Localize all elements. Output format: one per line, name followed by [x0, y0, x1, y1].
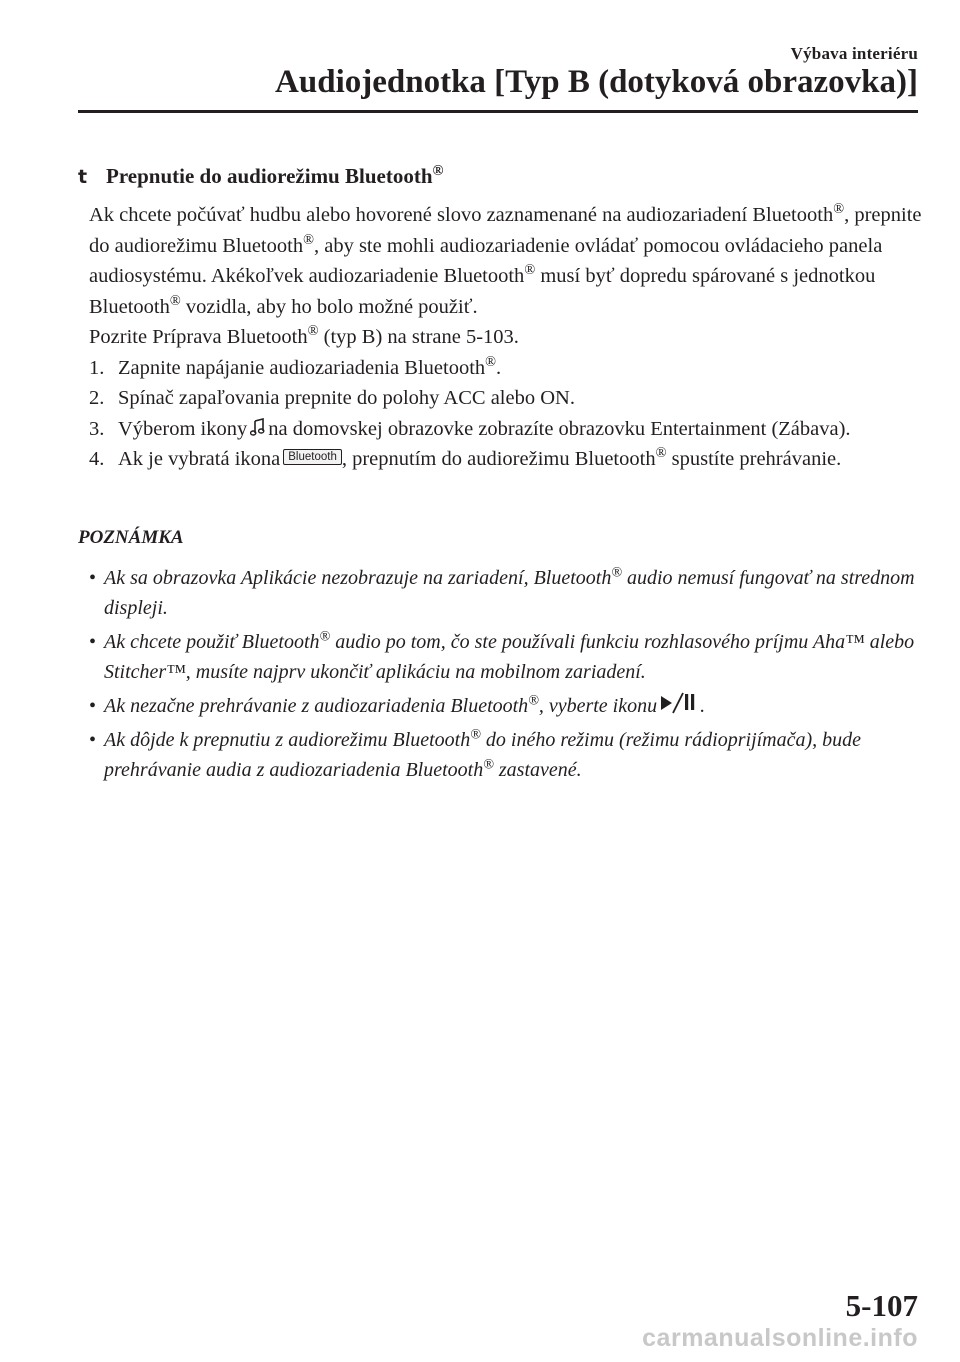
chapter-title: Audiojednotka [Typ B (dotyková obrazovka)] [275, 64, 918, 100]
note-title: POZNÁMKA [78, 527, 184, 548]
notes-list [85, 563, 935, 785]
registered-mark: ® [432, 162, 444, 179]
step-item: 1. Zapnite napájanie audiozariadenia Bluetooth®. [89, 353, 502, 379]
note-item: • Ak nezačne prehrávanie z audiozariadenia Bluetooth®, vyberte ikonu . [85, 691, 935, 721]
body-text [89, 200, 929, 475]
cross-reference: Pozrite Príprava Bluetooth® (typ B) na strane 5-103. [89, 323, 519, 348]
intro-paragraph: Ak chcete počúvať hudbu alebo hovorené slovo zaznamenané na audiozariadení Bluetooth®, prepnite do audiorežimu Bluetooth®, aby ste mohli audiozariadenie ovládať pomocou ovládacieho panela audiosystému. Akékoľvek audiozariadenie Bluetooth® musí byť dopredu spárované s jednotkou Bluetooth® vozidla, aby ho bolo možné použiť. [89, 201, 922, 318]
note-item: • Ak sa obrazovka Aplikácie nezobrazuje na zariadení, Bluetooth® audio nemusí fungovať na strednom displeji. [89, 565, 915, 619]
step-item: 4. Ak je vybratá ikona Bluetooth , prepnutím do audiorežimu Bluetooth® spustíte prehrávanie. [89, 445, 842, 470]
section-name: Výbava interiéru [790, 44, 918, 63]
notes-block [85, 563, 935, 789]
step-item: 2. Spínač zapaľovania prepnite do polohy ACC alebo ON. [89, 387, 575, 409]
steps-list [89, 353, 929, 475]
subhead-title: Prepnutie do audiorežimu Bluetooth [106, 164, 433, 188]
section-subhead [78, 164, 443, 189]
step-item: 3. Výberom ikony na domovskej obrazovke zobrazíte obrazovku Entertainment (Zábava). [89, 414, 929, 445]
watermark: carmanualsonline.info [642, 1324, 918, 1352]
bluetooth-button-image: Bluetooth [283, 449, 342, 465]
note-item: • Ak dôjde k prepnutiu z audiorežimu Bluetooth® do iného režimu (režimu rádioprijímača), bude prehrávanie audia z audiozariadenia Bluetooth® zastavené. [89, 727, 862, 781]
music-note-icon [250, 415, 265, 433]
header-rule [78, 110, 918, 113]
subhead-bullet: t [78, 166, 88, 188]
page-number: 5-107 [845, 1288, 918, 1323]
play-pause-icon [658, 691, 700, 715]
note-item: • Ak chcete použiť Bluetooth® audio po tom, čo ste používali funkciu rozhlasového príjmu Aha™ alebo Stitcher™, musíte najprv ukončiť aplikáciu na mobilnom zariadení. [89, 629, 915, 683]
